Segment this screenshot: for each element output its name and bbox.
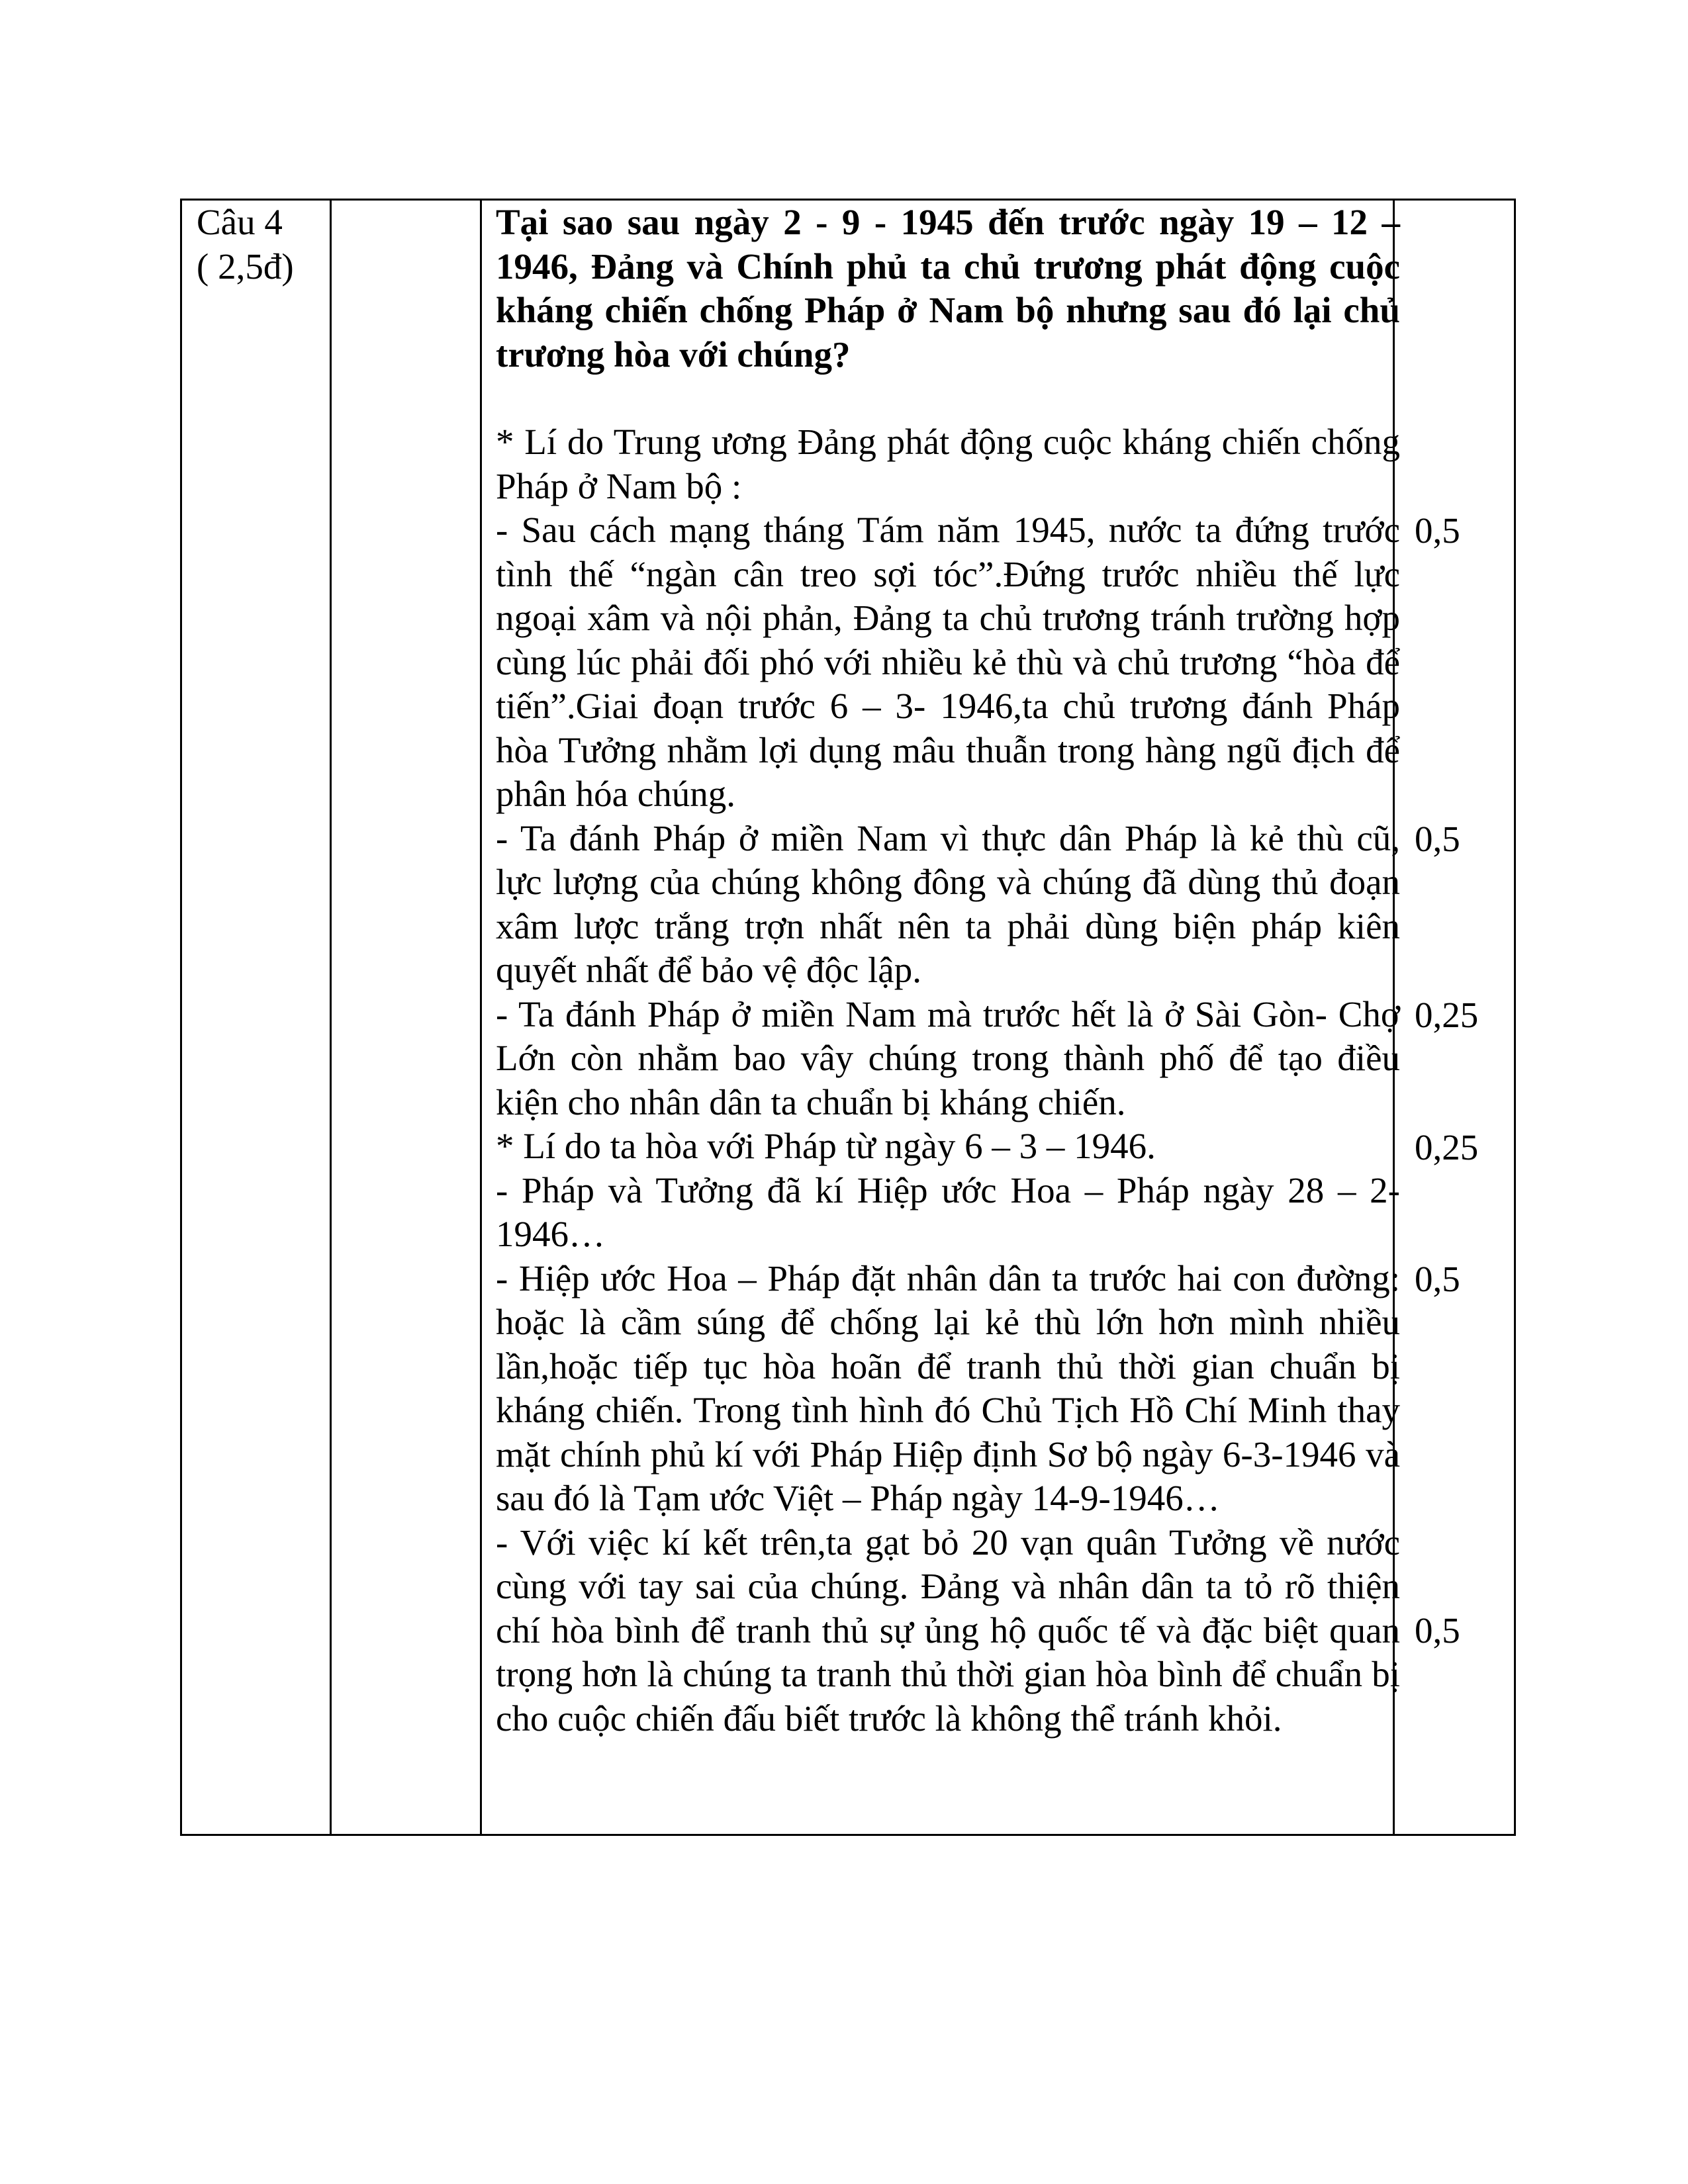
question-points: ( 2,5đ)	[197, 246, 294, 287]
answer-paragraph: - Với việc kí kết trên,ta gạt bỏ 20 vạn quân Tưởng về nước cùng với tay sai của chúng. Đảng và nhân dân ta tỏ rõ thiện chí hòa bình để tranh thủ sự ủng hộ quốc tế và đặc biệt quan trọng hơn là chúng ta tranh thủ thời gian hòa bình để chuẩn bị cho cuộc chiến đấu biết trước là không thể tránh khỏi.	[496, 1522, 1400, 1739]
answer-paragraph: - Ta đánh Pháp ở miền Nam vì thực dân Pháp là kẻ thù cũ, lực lượng của chúng không đông và chúng đã dùng thủ đoạn xâm lược trắng trợn nhất nên ta phải dùng biện pháp kiên quyết nhất để bảo vệ độc lập.	[496, 817, 1400, 990]
score-5: 0,5	[1415, 1259, 1460, 1299]
score-2: 0,5	[1415, 819, 1460, 859]
score-3: 0,25	[1415, 995, 1479, 1035]
column-divider-2	[480, 201, 482, 1834]
answer-paragraph: * Lí do ta hòa với Pháp từ ngày 6 – 3 – 1946.	[496, 1126, 1156, 1166]
question-title: Tại sao sau ngày 2 - 9 - 1945 đến trước ngày 19 – 12 – 1946, Đảng và Chính phủ ta chủ trương phát động cuộc kháng chiến chống Pháp ở Nam bộ nhưng sau đó lại chủ trương hòa với chúng?	[496, 202, 1400, 375]
question-label: Câu 4	[197, 202, 283, 242]
answer-cell	[496, 201, 1400, 1741]
answer-paragraph: - Hiệp ước Hoa – Pháp đặt nhân dân ta trước hai con đường: hoặc là cầm súng để chống lại kẻ thù lớn hơn mình nhiều lần,hoặc tiếp tục hòa hoãn để tranh thủ thời gian chuẩn bị kháng chiến. Trong tình hình đó Chủ Tịch Hồ Chí Minh thay mặt chính phủ kí với Pháp Hiệp định Sơ bộ ngày 6-3-1946 và sau đó là Tạm ước Việt – Pháp ngày 14-9-1946…	[496, 1257, 1400, 1518]
answer-paragraph: - Sau cách mạng tháng Tám năm 1945, nước ta đứng trước tình thế “ngàn cân treo sợi tóc”.Đứng trước nhiều thế lực ngoại xâm và nội phản, Đảng ta chủ trương tránh trường hợp cùng lúc phải đối phó với nhiều kẻ thù và chủ trương “hòa để tiến”.Giai đoạn trước 6 – 3- 1946,ta chủ trương đánh Pháp hòa Tưởng nhằm lợi dụng mâu thuẫn trong hàng ngũ địch để phân hóa chúng.	[496, 510, 1400, 814]
answer-table	[180, 199, 1516, 1836]
question-cell	[197, 201, 329, 289]
answer-paragraph: - Pháp và Tưởng đã kí Hiệp ước Hoa – Pháp ngày 28 – 2- 1946…	[496, 1169, 1400, 1254]
answer-paragraph: - Ta đánh Pháp ở miền Nam mà trước hết là ở Sài Gòn- Chợ Lớn còn nhằm bao vây chúng trong thành phố để tạo điều kiện cho nhân dân ta chuẩn bị kháng chiến.	[496, 993, 1400, 1122]
score-4: 0,25	[1415, 1127, 1479, 1167]
score-6: 0,5	[1415, 1610, 1460, 1651]
column-divider-1	[330, 201, 332, 1834]
answer-paragraph: * Lí do Trung ương Đảng phát động cuộc kháng chiến chống Pháp ở Nam bộ :	[496, 422, 1400, 506]
score-1: 0,5	[1415, 510, 1460, 551]
